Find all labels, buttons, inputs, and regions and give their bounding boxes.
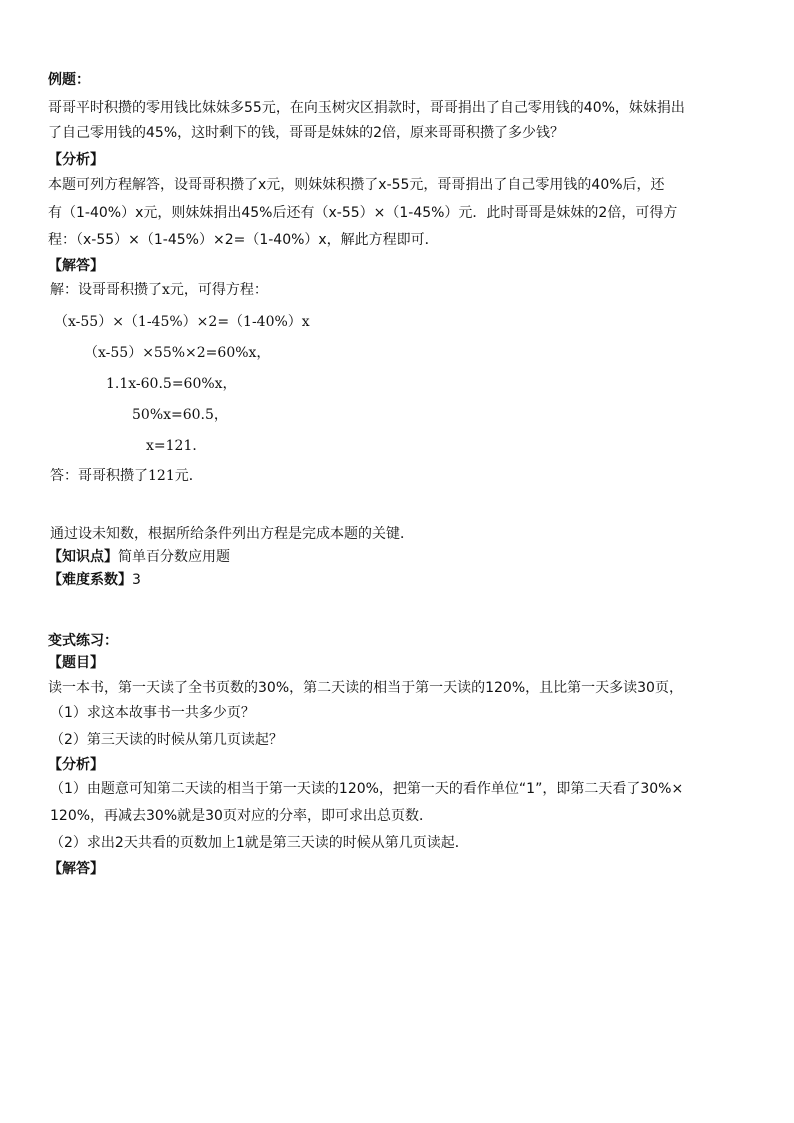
knowledge-value: 简单百分数应用题 xyxy=(118,549,230,565)
knowledge-point xyxy=(48,547,230,567)
example-answer: 答：哥哥积攒了121元． xyxy=(50,468,203,484)
difficulty xyxy=(48,570,141,590)
knowledge-label: 【知识点】 xyxy=(48,549,118,565)
variant-analysis-line-3: （2）求出2天共看的页数加上1就是第三天读的时候从第几页读起． xyxy=(50,835,469,851)
variant-analysis-label: 【分析】 xyxy=(48,757,104,773)
example-solution-intro: 解：设哥哥积攒了x元，可得方程： xyxy=(50,282,268,298)
example-comment: 通过设未知数，根据所给条件列出方程是完成本题的关键． xyxy=(50,526,414,542)
variant-question-line-3: （2）第三天读的时候从第几页读起？ xyxy=(50,732,283,748)
equation-line-4: 50%x=60.5， xyxy=(132,407,228,423)
example-analysis-line-1: 本题可列方程解答，设哥哥积攒了x元，则妹妹积攒了x-55元，哥哥捐出了自己零用钱的40%后，还 xyxy=(48,177,665,193)
variant-analysis-line-2: 120%，再减去30%就是30页对应的分率，即可求出总页数． xyxy=(50,808,433,824)
variant-question-line-2: （1）求这本故事书一共多少页？ xyxy=(50,705,255,721)
equation-line-5: x=121． xyxy=(146,438,207,454)
variant-solution-label: 【解答】 xyxy=(48,861,104,877)
example-title: 例题： xyxy=(48,72,90,88)
variant-title: 变式练习： xyxy=(48,633,118,649)
difficulty-value: 3 xyxy=(132,572,141,588)
example-problem-line-1: 哥哥平时积攒的零用钱比妹妹多55元，在向玉树灾区捐款时，哥哥捐出了自己零用钱的40%，妹妹捐出 xyxy=(48,100,685,116)
example-analysis-line-2: 有（1-40%）x元，则妹妹捐出45%后还有（x-55）×（1-45%）元．此时哥哥是妹妹的2倍，可得方 xyxy=(48,205,678,221)
variant-question-label: 【题目】 xyxy=(48,655,104,671)
equation-line-1: （x-55）×（1-45%）×2=（1-40%）x xyxy=(54,314,310,330)
variant-analysis-line-1: （1）由题意可知第二天读的相当于第一天读的120%，把第一天的看作单位“1”，即第二天看了30%× xyxy=(50,781,684,797)
variant-question-line-1: 读一本书，第一天读了全书页数的30%，第二天读的相当于第一天读的120%，且比第一天多读30页， xyxy=(48,680,683,696)
difficulty-label: 【难度系数】 xyxy=(48,572,132,588)
equation-line-2: （x-55）×55%×2=60%x， xyxy=(84,345,271,361)
example-problem-line-2: 了自己零用钱的45%，这时剩下的钱，哥哥是妹妹的2倍，原来哥哥积攒了多少钱？ xyxy=(48,125,565,141)
example-solution-label: 【解答】 xyxy=(48,258,104,274)
equation-line-3: 1.1x-60.5=60%x， xyxy=(106,376,237,392)
example-analysis-label: 【分析】 xyxy=(48,152,104,168)
example-analysis-line-3: 程：（x-55）×（1-45%）×2=（1-40%）x，解此方程即可． xyxy=(48,232,439,248)
